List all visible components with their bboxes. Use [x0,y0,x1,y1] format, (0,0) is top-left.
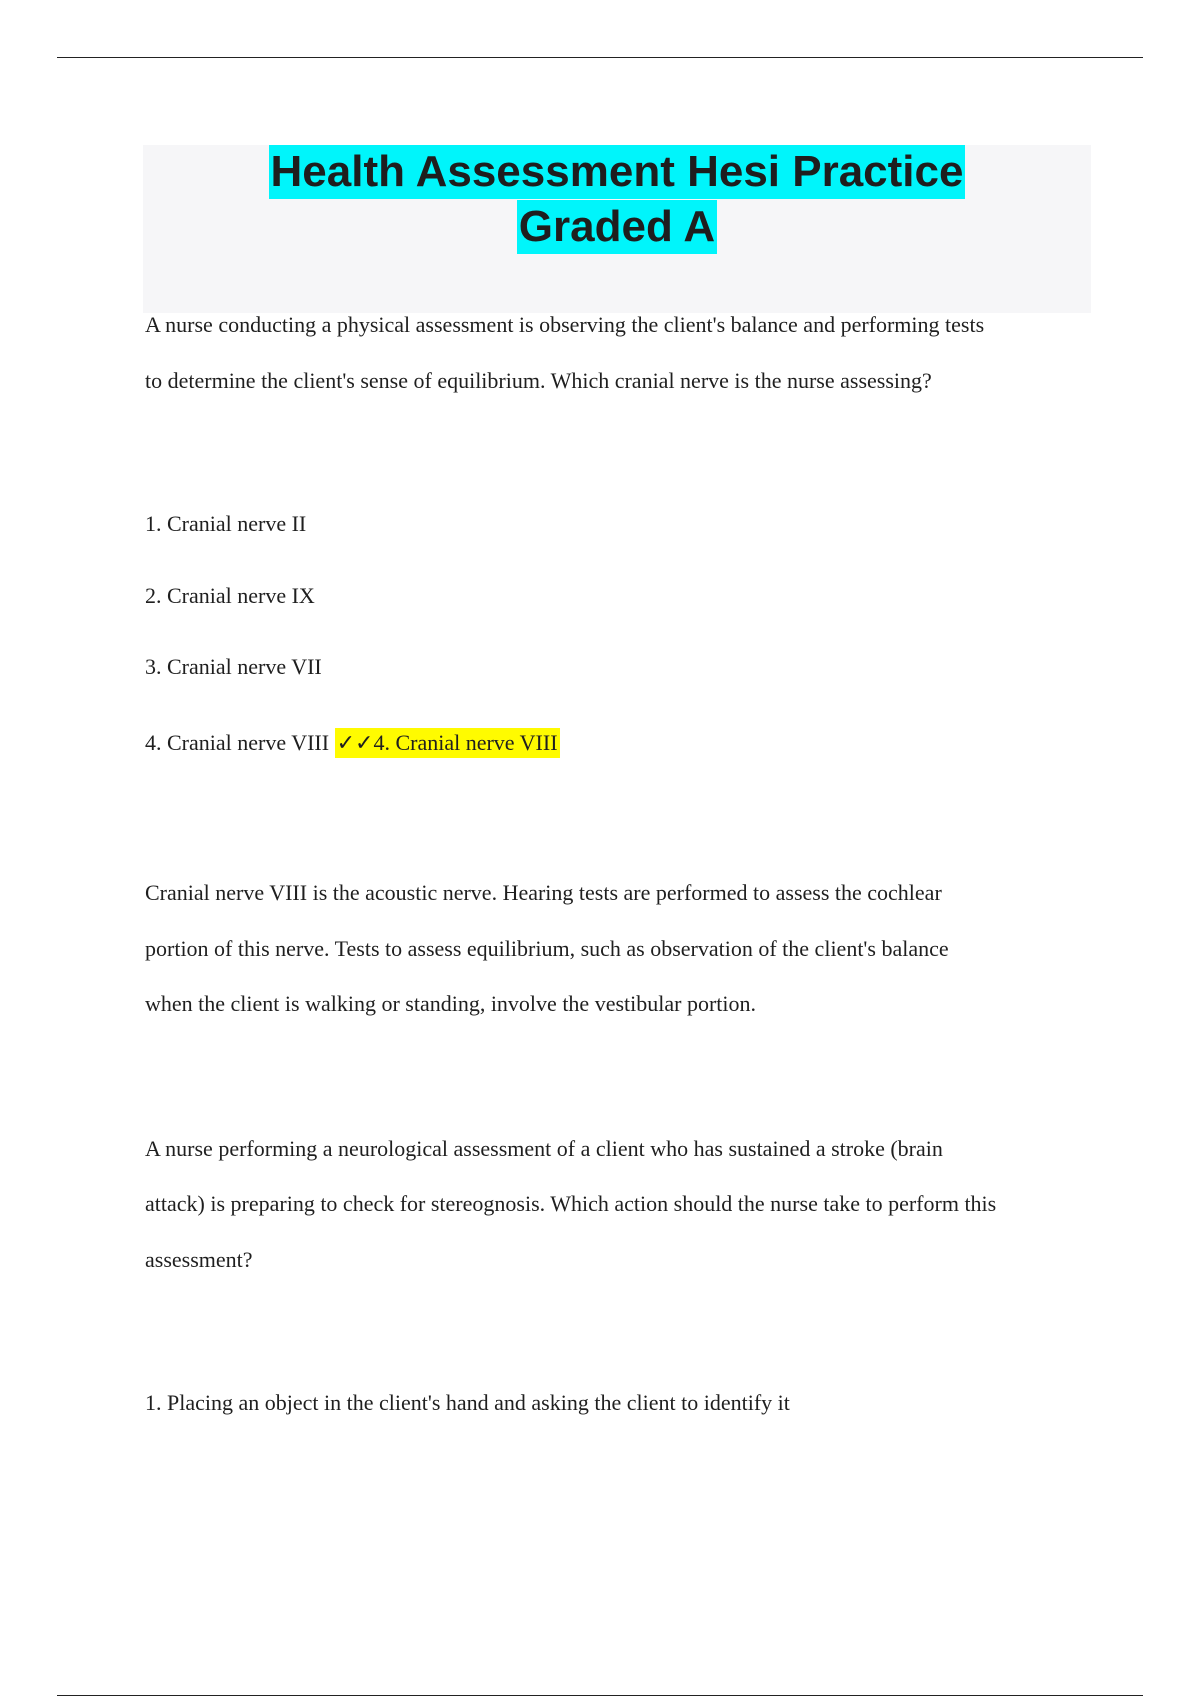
checkmark-icon: ✓✓ [336,730,374,755]
question-1-option-2: 2. Cranial nerve IX [145,583,315,608]
question-2-stem-line-3: assessment? [145,1247,253,1272]
rationale-line-3: when the client is walking or standing, involve the vestibular portion. [145,991,756,1016]
question-2-stem-line-1: A nurse performing a neurological assessment of a client who has sustained a stroke (brain [145,1136,943,1161]
document-title-line-2: Graded A [517,200,717,254]
top-rule [57,57,1143,58]
title-block [143,145,1091,313]
rationale-line-2: portion of this nerve. Tests to assess equilibrium, such as observation of the client's balance [145,936,949,961]
question-2-stem-line-2: attack) is preparing to check for stereognosis. Which action should the nurse take to perform this [145,1191,997,1216]
question-1-option-4-row [145,730,560,756]
question-2-option-1: 1. Placing an object in the client's hand and asking the client to identify it [145,1390,790,1415]
question-1-stem-line-1: A nurse conducting a physical assessment is observing the client's balance and performing tests [145,312,985,337]
question-1-option-1: 1. Cranial nerve II [145,511,307,536]
question-1-option-4: 4. Cranial nerve VIII [145,730,330,755]
document-title-line-1: Health Assessment Hesi Practice [269,145,966,199]
correct-answer-text: 4. Cranial nerve VIII [373,730,558,755]
correct-answer-highlight [335,728,560,758]
bottom-rule [57,1695,1143,1696]
rationale-line-1: Cranial nerve VIII is the acoustic nerve. Hearing tests are performed to assess the cochlear [145,880,942,905]
question-1-option-3: 3. Cranial nerve VII [145,654,322,679]
question-1-stem-line-2: to determine the client's sense of equilibrium. Which cranial nerve is the nurse assessing? [145,368,932,393]
